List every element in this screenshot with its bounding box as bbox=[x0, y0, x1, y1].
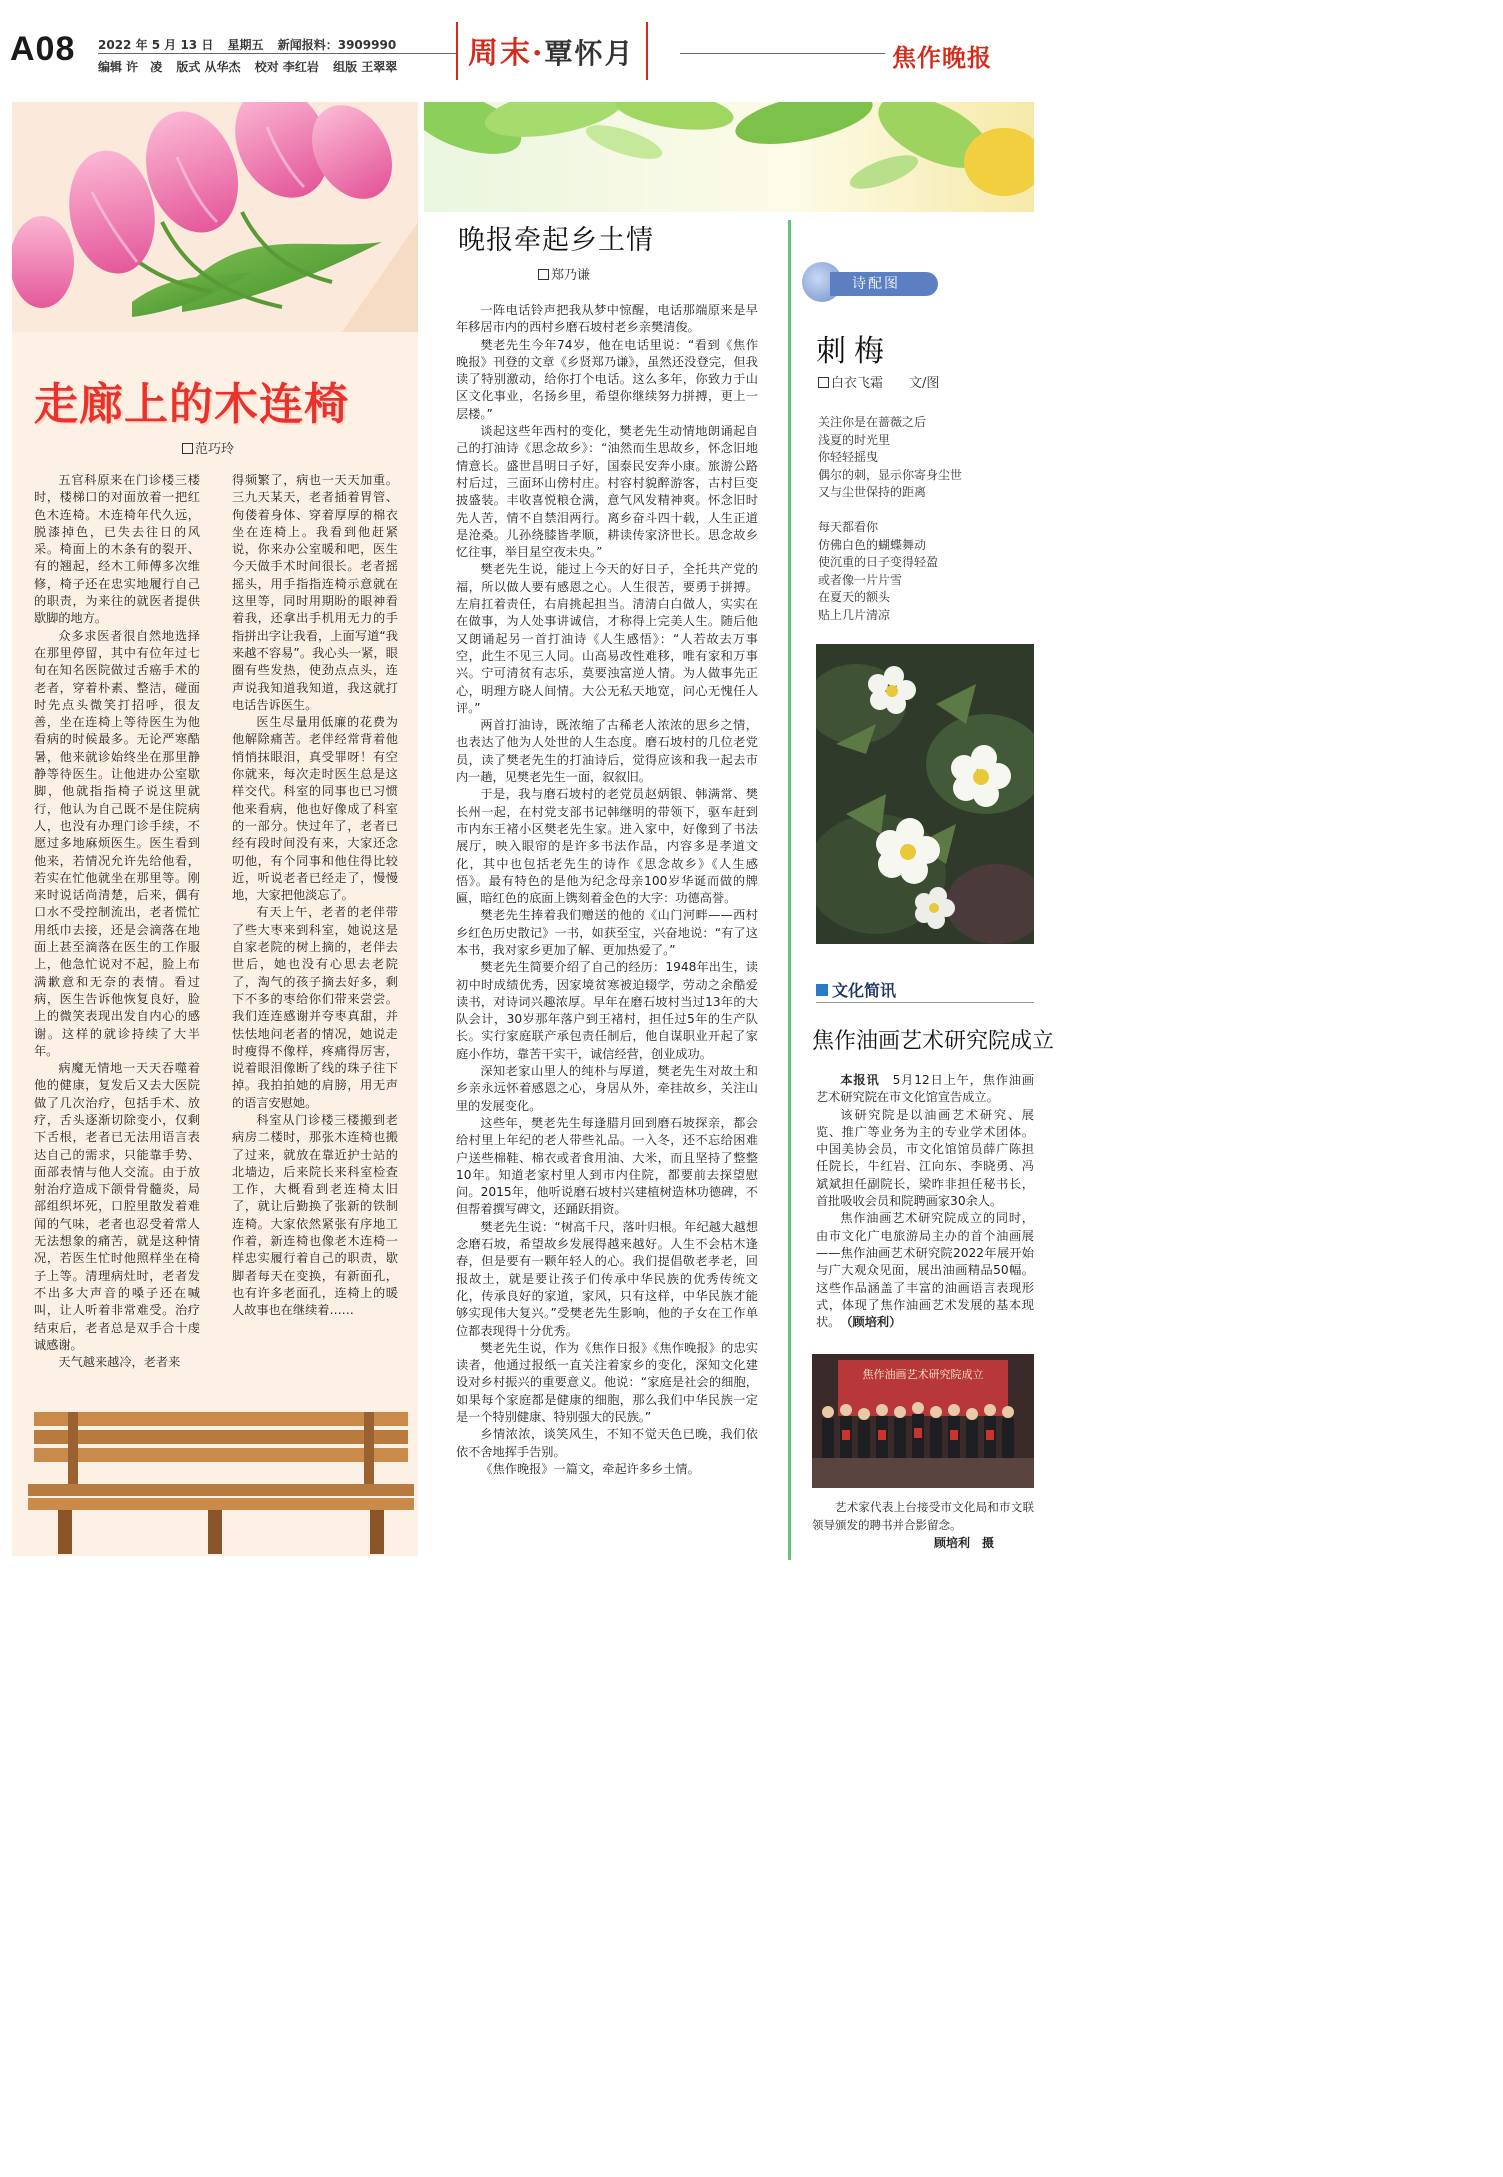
poem-line: 贴上几片清凉 bbox=[818, 607, 891, 622]
poem-suffix: 文/图 bbox=[909, 376, 940, 391]
masthead-rule-right bbox=[680, 53, 885, 54]
rose-photo bbox=[816, 644, 1034, 944]
tulip-illustration bbox=[12, 102, 418, 332]
paragraph: 樊老先生说，作为《焦作日报》《焦作晚报》的忠实读者，他通过报纸一直关注着家乡的变化，深知文化建设对乡村振兴的重要意义。他说：“家庭是社会的细胞，如果每个家庭都是健康的细胞，那么我们中华民族一定是一个特别健康、特别强大的民族。” bbox=[456, 1340, 758, 1424]
paragraph bbox=[816, 1072, 1034, 1107]
poem-byline bbox=[818, 372, 939, 391]
masthead-rule-left bbox=[98, 53, 458, 54]
poem-line: 在夏天的额头 bbox=[818, 590, 891, 604]
paragraph: 樊老先生说，能过上今天的好日子，全托共产党的福，所以做人要有感恩之心。人生很苦，要勇于拼搏。左肩扛着责任，右肩挑起担当。清清白白做人，实实在在做事，为人处事讲诚信，才称得上完美人生。随后他又朗诵起另一首打油诗《人生感悟》：“人若故去万事空，此生不见三人同。山高易改性难移，唯有家和万事兴。宁可清贫有志乐，莫要浊富逆人情。为人做事先正心，明理方晓人间情。大公无私天地宽，问心无愧任人评。” bbox=[456, 562, 758, 715]
poem-line: 偶尔的刺，显示你寄身尘世 bbox=[818, 467, 963, 482]
paragraph: 众多求医者很自然地选择在那里停留，其中有位年过七旬在知名医院做过舌癌手术的老者，穿着朴素、整洁，碰面时先点头微笑打招呼，很友善，坐在连椅上等待医生为他看病的时候最多。无论严寒酷暑，他来就诊始终坐在那里静静等待医生。让他进办公室歇脚，他就指指椅子说这里就行，他认为自己既不是住院病人，也没有办理门诊手续，不愿过多地麻烦医生。医生看到他来，若情况允许先给他看，若实在忙他就坐在那里等。刚来时说话尚清楚，后来，偶有口水不受控制流出，老者慌忙用纸巾去接，还是会滴落在地面上甚至滴落在医生的工作服上，他急忙说对不起，脸上布满歉意和无奈的表情。看过病，医生告诉他恢复良好，脸上的微笑表现出发自内心的感谢。这样的就诊持续了大半年。 bbox=[34, 628, 200, 1058]
paragraph: 樊老先生简要介绍了自己的经历：1948年出生，读初中时成绩优秀，因家境贫寒被迫辍学，劳动之余酷爱读书，对诗词兴趣浓厚。早年在磨石坡村当过13年的大队会计，30岁那年落户到王褚村，担任过5年的生产队长。实行家庭联产承包责任制后，他自谋职业开起了家庭小作坊，靠苦干实干，诚信经营，创业成功。 bbox=[456, 960, 758, 1061]
paragraph: 深知老家山里人的纯朴与厚道，樊老先生对故土和乡亲永远怀着感恩之心，身居从外，牵挂故乡，关注山里的发展变化。 bbox=[456, 1064, 758, 1113]
brief-title: 焦作油画艺术研究院成立 bbox=[812, 1029, 1055, 1054]
brief-body bbox=[816, 1072, 1034, 1331]
center-story-byline bbox=[538, 264, 590, 283]
section-label: 文化简讯 bbox=[832, 981, 897, 1000]
paragraph: 樊老先生今年74岁，他在电话里说：“看到《焦作晚报》刊登的文章《乡贤郑乃谦》，虽然还没登完，但我读了特别激动，给你打个电话。这么多年，你致力于山区文化事业，名扬乡里，希望你继续努力拼搏，更上一层楼。” bbox=[456, 337, 758, 421]
page-number: A08 bbox=[10, 30, 76, 68]
poem-author: 白衣飞霜 bbox=[831, 376, 884, 391]
paragraph: 医生尽量用低廉的花费为他解除痛苦。老伴经常背着他悄悄抹眼泪，真受罪呀！有空你就来，每次走时医生总是这样交代。科室的同事也已习惯他来看病，他也好像成了科室的一部分。快过年了，老者已经有段时间没有来，大家还念叨他，有个同事和他住得比较近，听说老者已经走了，慢慢地，大家把他淡忘了。 bbox=[232, 715, 398, 903]
poem-body bbox=[818, 414, 1038, 624]
issue-date: 2022 年 5 月 13 日 bbox=[98, 38, 214, 52]
photo-caption: 艺术家代表上台接受市文化局和市文联领导颁发的聘书并合影留念。 bbox=[812, 1500, 1034, 1532]
brief-p1: 5月12日上午，焦作油画艺术研究院在市文化馆宣告成立。 bbox=[816, 1073, 1035, 1105]
brief-credit: （顾培利） bbox=[846, 1315, 902, 1330]
paragraph: 《焦作晚报》一篇文，牵起许多乡土情。 bbox=[480, 1461, 700, 1476]
paragraph: 两首打油诗，既浓缩了古稀老人浓浓的思乡之情，也表达了他为人处世的人生态度。磨石坡村的几位老党员，读了樊老先生的打油诗后，觉得应该和我一起去市内一趟，见樊老先生一面，叙叙旧。 bbox=[456, 718, 758, 785]
column-sub: 覃怀月 bbox=[544, 37, 635, 70]
group-credit: 组版 王翠翠 bbox=[333, 60, 398, 74]
issue-weekday: 星期五 bbox=[227, 38, 264, 52]
poem-line: 或者像一片片雪 bbox=[818, 572, 903, 587]
column-main: 周末 bbox=[468, 36, 532, 71]
proof-credit: 校对 李红岩 bbox=[254, 60, 319, 74]
column-bar-left bbox=[456, 22, 458, 80]
poem-title: 刺梅 bbox=[816, 334, 892, 369]
paragraph: 得频繁了，病也一天天加重。三九天某天，老者插着胃管、佝偻着身体、穿着厚厚的棉衣坐在连椅上。我看到他赶紧说，你来办公室暖和吧，医生今天做手术时间很长。老者摇摇头，用手指指连椅示意就在这里等，同时用期盼的眼神看着我，还拿出手机用无力的手指拼出字让我看，上面写道“我来越不容易”。我心头一紧，眼圈有些发热，使劲点点头，连声说我知道我知道，我这就打电话告诉医生。 bbox=[232, 473, 398, 712]
column-title bbox=[468, 28, 634, 72]
byline-box-icon bbox=[818, 377, 829, 388]
column-dot: · bbox=[532, 36, 545, 71]
center-story-body bbox=[456, 302, 758, 1478]
news-hotline: 新闻报料：3909990 bbox=[277, 38, 397, 52]
column-bar-right bbox=[646, 22, 648, 80]
photo-credit: 顾培利 摄 bbox=[934, 1536, 995, 1550]
leaves-illustration bbox=[424, 102, 1034, 212]
paragraph: 于是，我与磨石坡村的老党员赵炳银、韩满常、樊长州一起，在村党支部书记韩继明的带领下，驱车赶到市内东王褚小区樊老先生家。进入家中，好像到了书法展厅，映入眼帘的是许多书法作品，内容多是孝道文化，其中也包括老先生的诗作《思念故乡》《人生感悟》。最有特色的是他为纪念母亲100岁华诞而做的牌匾，暗红色的底面上镌刻着金色的大字：功德高誉。 bbox=[456, 787, 758, 906]
center-story-title: 晚报牵起乡土情 bbox=[458, 225, 654, 256]
stanza-gap bbox=[818, 502, 1038, 520]
section-square-icon bbox=[816, 984, 828, 996]
paragraph bbox=[816, 1210, 1034, 1331]
left-story-title: 走廊上的木连椅 bbox=[34, 379, 349, 430]
poem-line: 每天都看你 bbox=[818, 520, 879, 534]
paragraph: 乡情浓浓，谈笑风生，不知不觉天色已晚，我们依依不舍地挥手告别。 bbox=[456, 1427, 758, 1459]
poem-line: 仿佛白色的蝴蝶舞动 bbox=[818, 537, 927, 552]
poem-line: 又与尘世保持的距离 bbox=[818, 485, 927, 499]
ceremony-photo bbox=[812, 1354, 1034, 1488]
left-story-col1 bbox=[34, 472, 200, 1371]
paragraph: 科室从门诊楼三楼搬到老病房二楼时，那张木连椅也搬了过来，就放在靠近护士站的北墙边，后来院长来科室检查工作，大概看到老连椅太旧了，就让后勤换了张新的铁制连椅。大家依然紧张有序地工作着，新连椅也像老木连椅一样忠实履行着自己的职责，歇脚者每天在变换，有新面孔，也有许多老面孔，连椅上的暖人故事也在继续着…… bbox=[232, 1112, 398, 1318]
paragraph: 天气越来越冷，老者来 bbox=[58, 1355, 181, 1370]
left-story-author: 范巧玲 bbox=[195, 442, 235, 457]
paragraph: 五官科原来在门诊楼三楼时，楼梯口的对面放着一把红色木连椅。木连椅年代久远，脱漆掉色，已失去往日的风采。椅面上的木条有的裂开、有的翘起，经木工师傅多次维修，椅子还在忠实地履行自己的职责，为来往的就医者提供歇脚的地方。 bbox=[34, 473, 200, 626]
issue-info bbox=[98, 36, 406, 53]
newspaper-logo: 焦作晚报 bbox=[892, 43, 992, 72]
poem-line: 你轻轻摇曳 bbox=[818, 450, 879, 464]
paragraph: 一阵电话铃声把我从梦中惊醒，电话那端原来是早年移居市内的西村乡磨石坡村老乡亲樊清俊。 bbox=[456, 303, 758, 335]
brief-p3: 焦作油画艺术研究院成立的同时，由市文化广电旅游局主办的首个油画展——焦作油画艺术研究院2022年展开始与广大观众见面，展出油画精品50幅。这些作品涵盖了丰富的油画语言表现形式，体现了焦作油画艺术发展的基本现状。 bbox=[816, 1211, 1034, 1330]
left-story-col2 bbox=[232, 472, 398, 1320]
paragraph: 病魔无情地一天天吞噬着他的健康，复发后又去大医院做了几次治疗，包括手术、放疗，舌头逐渐切除变小，仅剩下舌根，老者已无法用语言表达自己的需求，只能靠手势、面部表情与他人交流。由于放射治疗造成下颌骨骨髓炎，局部组织坏死，口腔里散发着难闻的气味，老者也忍受着常人无法想象的痛苦，就是这种情况，若医生忙时他照样坐在椅子上等。清理病灶时，老者发不出多大声音的嗓子还在喊叫，让人听着非常难受。治疗结束后，老者总是双手合十虔诚感谢。 bbox=[34, 1061, 200, 1352]
poem-line: 使沉重的日子变得轻盈 bbox=[818, 555, 939, 569]
left-story-byline bbox=[182, 438, 234, 457]
paragraph: 这些年，樊老先生每逢腊月回到磨石坡探亲，都会给村里上年纪的老人带些礼品。一入冬，还不忘给困难户送些棉鞋、棉衣或者食用油、大米，而且坚持了整整10年。知道老家村里人到市内住院，都要前去探望慰问。2015年，他听说磨石坡村兴建植树造林功德碑，不但帮着撰写碑文，还踊跃捐资。 bbox=[456, 1115, 758, 1217]
paragraph: 该研究院是以油画艺术研究、展览、推广等业务为主的专业学术团体。中国美协会员，市文化馆馆员薛广陈担任院长，牛红岩、江向东、李晓勇、冯斌斌担任副院长，梁昨非担任秘书长，首批吸收会员和院聘画家30余人。 bbox=[816, 1107, 1034, 1209]
poem-line: 关注你是在蔷薇之后 bbox=[818, 415, 927, 429]
center-story-author: 郑乃谦 bbox=[551, 268, 591, 283]
section-header bbox=[816, 978, 896, 1001]
poem-line: 浅夏的时光里 bbox=[818, 432, 891, 447]
paragraph: 樊老先生捧着我们赠送的他的《山门河畔——西村乡红色历史散记》一书，如获至宝，兴奋地说：“有了这本书，我对家乡更加了解、更加热爱了。” bbox=[456, 908, 758, 957]
paragraph: 有天上午，老者的老伴带了些大枣来到科室，她说这是自家老院的树上摘的，老伴去世后，她也没有心思去老院了，淘气的孩子摘去好多，剩下不多的枣给你们带来尝尝。我们连连感谢并夸枣真甜，并怯怯地问老者的情况，她说走时瘦得不像样，疼痛得厉害，说着眼泪像断了线的珠子往下掉。我拍拍她的肩膀，用无声的语言安慰她。 bbox=[232, 905, 398, 1110]
poem-badge bbox=[802, 262, 944, 298]
paragraph: 樊老先生说：“树高千尺，落叶归根。年纪越大越想念磨石坡，希望故乡发展得越来越好。人生不会枯木逢春，但是要有一颗年轻人的心。我们提倡敬老孝老，回报故土，就是要让孩子们传承中华民族的优秀传统文化，传承良好的家道，家风，只有这样，中华民族才能够实现伟大复兴。”受樊老先生影响，他的子女在工作单位都表现得十分优秀。 bbox=[456, 1219, 758, 1338]
byline-box-icon bbox=[538, 269, 549, 280]
brief-lead: 本报讯 bbox=[840, 1073, 880, 1087]
section-rule bbox=[816, 1002, 1034, 1003]
wooden-bench-illustration bbox=[28, 1412, 414, 1554]
paragraph: 谈起这些年西村的变化，樊老先生动情地朗诵起自己的打油诗《思念故乡》：“油然而生思故乡，怀念旧地情意长。盛世昌明日子好，国泰民安奔小康。旅游公路村后过，三面环山傍村庄。村容村貌醉游客，古村巨变披盛装。丰收喜悦粮仓满，意气风发精神爽。怀念旧时先人苦，情不自禁泪两行。离乡奋斗四十载，人生正道是沧桑。儿孙绕膝皆孝顺，耕读传家济世长。思念故乡忆往事，举目星空夜未央。” bbox=[456, 424, 758, 560]
poem-badge-label: 诗配图 bbox=[830, 272, 938, 296]
staff-credits bbox=[98, 58, 407, 75]
photo-banner-text: 焦作油画艺术研究院成立 bbox=[862, 1368, 984, 1381]
masthead bbox=[0, 0, 1086, 84]
column-divider bbox=[788, 220, 791, 1560]
byline-box-icon bbox=[182, 443, 193, 454]
layout-credit: 版式 从华杰 bbox=[176, 60, 241, 74]
editor-credit: 编辑 许 凌 bbox=[98, 60, 163, 74]
